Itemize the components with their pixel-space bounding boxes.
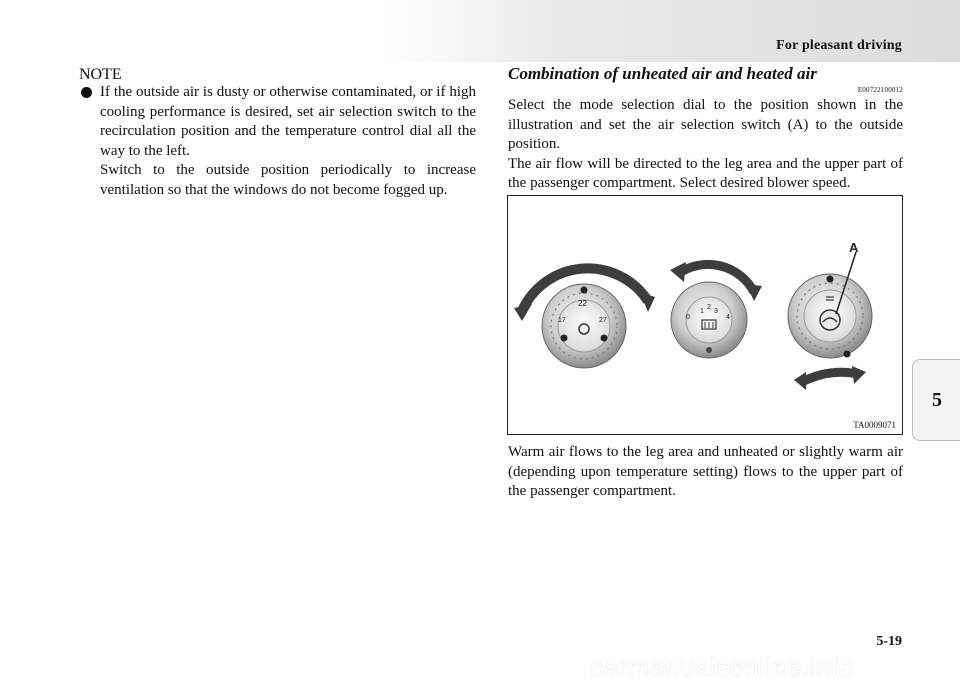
dial-label: 2 <box>707 304 711 311</box>
section-column <box>508 64 903 194</box>
fan-dial-icon <box>670 262 762 358</box>
dial-label: 1 <box>700 308 704 315</box>
note-paragraph: Switch to the outside position periodically to increase ventilation so that the windows do not become fogged up. <box>100 162 476 198</box>
page-header-title: For pleasant driving <box>776 38 902 53</box>
dial-label: 17 <box>558 317 566 324</box>
section-title: Combination of unheated air and heated air <box>508 64 817 83</box>
temperature-dial-icon <box>514 268 655 368</box>
dial-label: 0 <box>686 314 690 321</box>
note-block <box>79 66 476 200</box>
chapter-tab-label: 5 <box>932 388 942 411</box>
bullet-icon <box>81 87 92 98</box>
mode-dial-icon <box>788 240 872 428</box>
chapter-tab[interactable] <box>912 359 960 441</box>
dial-label: 4 <box>726 314 730 321</box>
callout-label-a: A <box>849 240 859 255</box>
watermark[interactable]: carmanualsonline.info <box>590 652 854 682</box>
illustration-figure <box>507 195 903 435</box>
section-paragraph: Select the mode selection dial to the position shown in the illustration and set the air selection switch (A) to the outside position. <box>508 97 903 152</box>
section-paragraph: The air flow will be directed to the leg area and the upper part of the passenger compartment. Select desired blower speed. <box>508 155 903 191</box>
section-code: E00722100012 <box>857 86 903 94</box>
note-item <box>79 83 476 200</box>
dial-label: 3 <box>714 308 718 315</box>
climate-dials-illustration <box>508 196 902 434</box>
section-title-row <box>508 64 903 94</box>
page-number: 5-19 <box>876 634 902 649</box>
note-heading: NOTE <box>79 66 122 83</box>
section-paragraph: Warm air flows to the leg area and unheated or slightly warm air (depending upon temperature setting) flows to the upper part of the passenger compartment. <box>508 444 903 499</box>
dial-label: 22 <box>578 299 587 308</box>
note-paragraph: If the outside air is dusty or otherwise contaminated, or if high cooling performance is desired, set air selection switch to the recirculation position and the temperature control dial all the way to the left. <box>100 84 476 159</box>
dial-label: 27 <box>599 317 607 324</box>
figure-id: TA0009071 <box>853 420 896 430</box>
